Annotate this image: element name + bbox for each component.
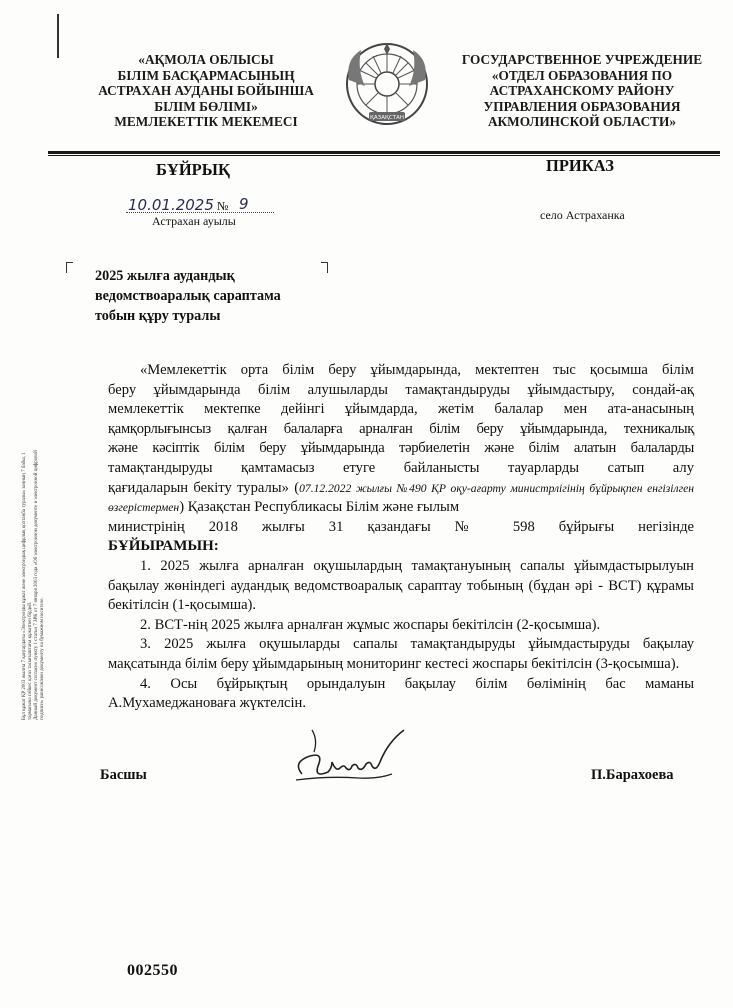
order-topic — [95, 266, 335, 326]
preamble-line: тамақтандыруды қамтамасыз етуге байланысты тауарларды сатып алу — [108, 459, 694, 476]
handwritten-date: 10.01.2025 — [128, 196, 214, 214]
preamble-line: мемлекеттік мектепке дейінгі ұйымдарда, жетім балалар мен ата-анасының — [108, 401, 694, 418]
header-right-line: АСТРАХАНСКОМУ РАЙОНУ — [489, 83, 675, 98]
header-right-line: УПРАВЛЕНИЯ ОБРАЗОВАНИЯ — [483, 98, 681, 114]
preamble-pre: қағидаларын бекіту туралы» ( — [108, 479, 300, 496]
preamble-post: ) Қазақстан Республикасы Білім және ғылым — [179, 499, 460, 516]
order-item: 1. 2025 жылға арналған оқушылардың тамақтануының сапалы ұйымдастырылуын бақылау жөніндегі аудандық ведомствоаралық сараптау тобының (бұдан әрі - ВСТ) құрамы бекітілсін (1-қосымша). — [108, 557, 694, 614]
header-left — [80, 52, 332, 130]
legal-side-note — [22, 450, 46, 720]
header-right-line: ГОСУДАРСТВЕННОЕ УЧРЕЖДЕНИЕ — [461, 52, 703, 67]
order-word: БҰЙЫРАМЫН: — [108, 538, 219, 555]
header-left-line: МЕМЛЕКЕТТІК МЕКЕМЕСІ — [114, 114, 298, 129]
header-right-line: АКМОЛИНСКОЙ ОБЛАСТИ» — [487, 114, 677, 129]
place-ru: село Астраханка — [540, 208, 625, 222]
header-left-line: БІЛІМ БАСҚАРМАСЫНЫҢ — [117, 67, 295, 83]
topic-bracket-left — [66, 262, 73, 273]
signatory-position: Басшы — [100, 767, 147, 783]
order-item: 4. Осы бұйрықтың орындалуын бақылау білім бөлімінің бас маманы А.Мухамеджановаға жүктелсін. — [108, 675, 694, 712]
header-right-line: «ОТДЕЛ ОБРАЗОВАНИЯ ПО — [491, 67, 673, 83]
order-item: 2. ВСТ-нің 2025 жылға арналған жұмыс жоспары бекітілсін (2-қосымша). — [140, 616, 601, 633]
side-note-line: Данный документ согласно пункту 1 статьи 7 ЗРК от 7 января 2003 года «Об электронном документе и электронной цифровой подписи» равнозначен документу на бумажном носителе. — [34, 450, 45, 720]
preamble-line: қамқорлығынсыз қалған балаларға арналған білім беру ұйымдарында, техникалық — [108, 420, 694, 437]
place-kz: Астрахан ауылы — [152, 214, 236, 228]
side-note-line: Бұл құжат ҚР 2003 жылғы 7 қаңтардағы «Электронды құжат және электрондық цифрлық қолтаңба туралы» заңның 7 бабы, 1 тармағына сәйкес қағаз тасығыштағы құжатпен бірдей. — [22, 452, 33, 720]
preamble-line: және кәсіптік білім беру ұйымдарында тәрбиелетін және білім алатын балаларды — [108, 440, 694, 457]
preamble-line: «Мемлекеттік орта білім беру ұйымдарында, мектептен тыс қосымша білім — [140, 362, 694, 378]
state-emblem-icon — [343, 40, 431, 128]
order-item: 3. 2025 жылға оқушыларды сапалы тамақтандыруды ұйымдастыруды бақылау мақсатында білім беру ұйымдарының мониторинг кестесі жоспары бекітілсін (3-қосымша). — [108, 636, 694, 672]
header-divider-thick — [48, 151, 720, 154]
number-sign: № — [217, 199, 229, 213]
header-right — [448, 52, 716, 130]
order-title-kz: БҰЙРЫҚ — [156, 160, 230, 179]
header-left-line: БІЛІМ БӨЛІМІ» — [154, 98, 258, 114]
document-serial: 002550 — [127, 962, 178, 979]
header-left-line: АСТРАХАН АУДАНЫ БОЙЫНША — [98, 83, 314, 98]
preamble-italic: 07.12.2022 жылғы №490 ҚР оқу-ағарту министрлігінің бұйрықпен енгізілген өзгерістермен — [108, 481, 694, 515]
topic-line: ведомствоаралық сараптама — [95, 288, 281, 304]
preamble-last-line: министрінің 2018 жылғы 31 қазандағы № 598 бұйрығы негізінде — [108, 518, 694, 535]
order-body — [108, 361, 694, 714]
handwritten-number: 9 — [239, 195, 249, 213]
order-title-ru: ПРИКАЗ — [546, 156, 614, 175]
handwritten-signature — [288, 722, 418, 792]
topic-line: 2025 жылға аудандық — [95, 268, 235, 284]
emblem-label: ҚАЗАҚСТАН — [370, 115, 404, 121]
signatory-name: П.Барахоева — [591, 767, 674, 783]
preamble-amendment — [108, 479, 694, 518]
header-left-line: «АҚМОЛА ОБЛЫСЫ — [138, 52, 274, 67]
topic-line: тобын құру туралы — [95, 308, 221, 324]
pen-mark — [57, 14, 59, 58]
header-divider-thin — [48, 155, 720, 156]
preamble-line: беру ұйымдарында білім алушыларды тамақтандыруды ұйымдастыру, сондай-ақ — [108, 381, 694, 398]
